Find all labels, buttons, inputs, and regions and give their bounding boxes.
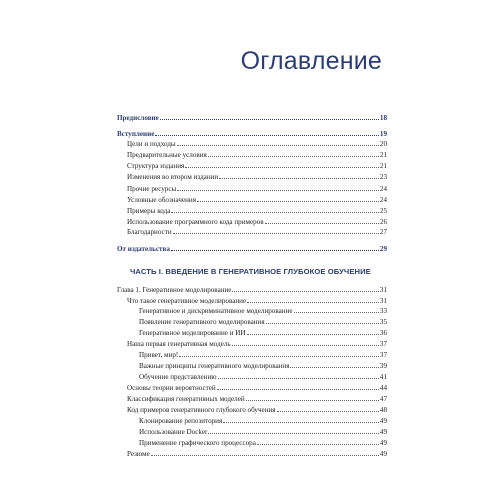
toc-entry: [117, 350, 387, 360]
toc-entry-page: 33: [379, 307, 387, 315]
dot-leader: [246, 394, 379, 401]
dot-leader: [232, 339, 379, 346]
toc-entry: [117, 317, 387, 327]
toc-entry: [117, 150, 387, 160]
dot-leader: [171, 244, 379, 251]
toc-entry: [117, 161, 387, 171]
toc-entry: [117, 405, 387, 415]
toc-entry: [117, 285, 387, 295]
toc-entry-label: Условные обозначения: [127, 196, 196, 204]
toc-entry-label: Предисловие: [117, 114, 159, 122]
toc-entry: [117, 206, 387, 216]
dot-leader: [208, 150, 379, 157]
toc-entry: [117, 296, 387, 306]
toc-entry-label: Применение графического процессора: [139, 439, 256, 447]
toc-entry: [117, 383, 387, 393]
toc-entry: [117, 244, 387, 254]
toc-entry-label: Изменения во втором издании: [127, 173, 219, 181]
dot-leader: [294, 306, 379, 313]
dot-leader: [177, 139, 379, 146]
toc-entry: [117, 139, 387, 149]
dot-leader: [160, 113, 379, 120]
dot-leader: [265, 217, 379, 224]
toc-entry: [117, 427, 387, 437]
dot-leader: [218, 372, 379, 379]
toc-entry-page: 44: [379, 384, 387, 392]
toc-entry: [117, 129, 387, 139]
dot-leader: [290, 361, 378, 368]
toc-entry-page: 19: [379, 130, 387, 138]
toc-entry-page: 29: [379, 245, 387, 253]
dot-leader: [179, 350, 379, 357]
toc-entry-label: Глава 1. Генеративное моделирование: [117, 286, 232, 294]
toc-entry: [117, 394, 387, 404]
dot-leader: [197, 195, 379, 202]
toc-entry: [117, 227, 387, 237]
toc-entry: [117, 217, 387, 227]
dot-leader: [177, 184, 379, 191]
toc-entry-label: Обучение представлению: [139, 373, 217, 381]
page-title: Оглавление: [240, 47, 382, 75]
toc-entry-label: Структура издания: [127, 162, 185, 170]
toc-entry: [117, 449, 387, 459]
toc-entry-label: Что такое генеративное моделирование: [127, 297, 247, 305]
toc-entry-page: 39: [379, 362, 387, 370]
toc-entry-page: 21: [379, 151, 387, 159]
dot-leader: [151, 449, 379, 456]
toc-entry-label: Резюме: [127, 450, 150, 458]
toc-entry-page: 25: [379, 207, 387, 215]
toc-entry-label: Благодарности: [127, 228, 172, 236]
toc-entry-label: Важные принципы генеративного моделирования: [139, 362, 290, 370]
toc-entry-label: Клонирование репозитория: [139, 417, 223, 425]
toc-entry-page: 31: [379, 297, 387, 305]
toc-entry-label: Привет, мир!: [139, 351, 179, 359]
toc-entry-page: 49: [379, 450, 387, 458]
dot-leader: [257, 438, 379, 445]
toc-entry: [117, 339, 387, 349]
toc-entry-page: 37: [379, 351, 387, 359]
toc-entry-page: 31: [379, 286, 387, 294]
toc-entry-page: 21: [379, 162, 387, 170]
dot-leader: [247, 328, 379, 335]
dot-leader: [223, 416, 379, 423]
toc-entry: [117, 184, 387, 194]
toc-entry-page: 18: [379, 114, 387, 122]
toc-entry: [117, 361, 387, 371]
dot-leader: [217, 383, 379, 390]
toc-entry-label: Примеры кода: [127, 207, 171, 215]
toc-entry-label: Генеративное моделирование и ИИ: [139, 329, 246, 337]
toc-entry-page: 41: [379, 373, 387, 381]
toc-entry-label: Код примеров генеративного глубокого обучения: [127, 406, 276, 414]
toc-entry-label: Вступление: [117, 130, 155, 138]
toc-entry-page: 26: [379, 218, 387, 226]
toc-entry-page: 36: [379, 329, 387, 337]
dot-leader: [247, 296, 379, 303]
toc-entry: [117, 372, 387, 382]
dot-leader: [208, 427, 379, 434]
part-title: ЧАСТЬ I. ВВЕДЕНИЕ В ГЕНЕРАТИВНОЕ ГЛУБОКОЕ ОБУЧЕНИЕ: [130, 267, 371, 276]
toc-entry: [117, 328, 387, 338]
toc-entry-label: Наша первая генеративная модель: [127, 340, 231, 348]
toc-entry-page: 49: [379, 439, 387, 447]
dot-leader: [185, 161, 379, 168]
toc-entry: [117, 195, 387, 205]
toc-entry: [117, 438, 387, 448]
dot-leader: [173, 227, 379, 234]
toc-entry-page: 27: [379, 228, 387, 236]
toc-entry-label: Генеративное и дискриминативное моделирование: [139, 307, 293, 315]
dot-leader: [232, 285, 378, 292]
dot-leader: [277, 405, 379, 412]
toc-entry-page: 23: [379, 173, 387, 181]
toc-entry: [117, 416, 387, 426]
toc-entry-page: 48: [379, 406, 387, 414]
dot-leader: [266, 317, 379, 324]
toc-entry-label: Классификация генеративных моделей: [127, 395, 245, 403]
dot-leader: [155, 129, 379, 136]
toc-entry-page: 35: [379, 318, 387, 326]
toc-entry-label: Появление генеративного моделирования: [139, 318, 265, 326]
toc-entry-page: 20: [379, 140, 387, 148]
toc-entry-label: От издательства: [117, 245, 170, 253]
toc-entry-page: 47: [379, 395, 387, 403]
toc-entry-label: Предварительные условия: [127, 151, 207, 159]
toc-entry-label: Использование Docker: [139, 428, 208, 436]
toc-entry-page: 49: [379, 428, 387, 436]
toc-entry-label: Основы теории вероятностей: [127, 384, 216, 392]
toc-entry-page: 24: [379, 196, 387, 204]
dot-leader: [219, 172, 379, 179]
dot-leader: [171, 206, 379, 213]
toc-entry: [117, 172, 387, 182]
toc-entry: [117, 113, 387, 123]
toc-entry-page: 49: [379, 417, 387, 425]
toc-entry-label: Использование программного кода примеров: [127, 218, 264, 226]
toc-entry-page: 24: [379, 185, 387, 193]
toc-entry: [117, 306, 387, 316]
toc-entry-page: 37: [379, 340, 387, 348]
toc-entry-label: Прочие ресурсы: [127, 185, 177, 193]
toc-entry-label: Цели и подходы: [127, 140, 176, 148]
